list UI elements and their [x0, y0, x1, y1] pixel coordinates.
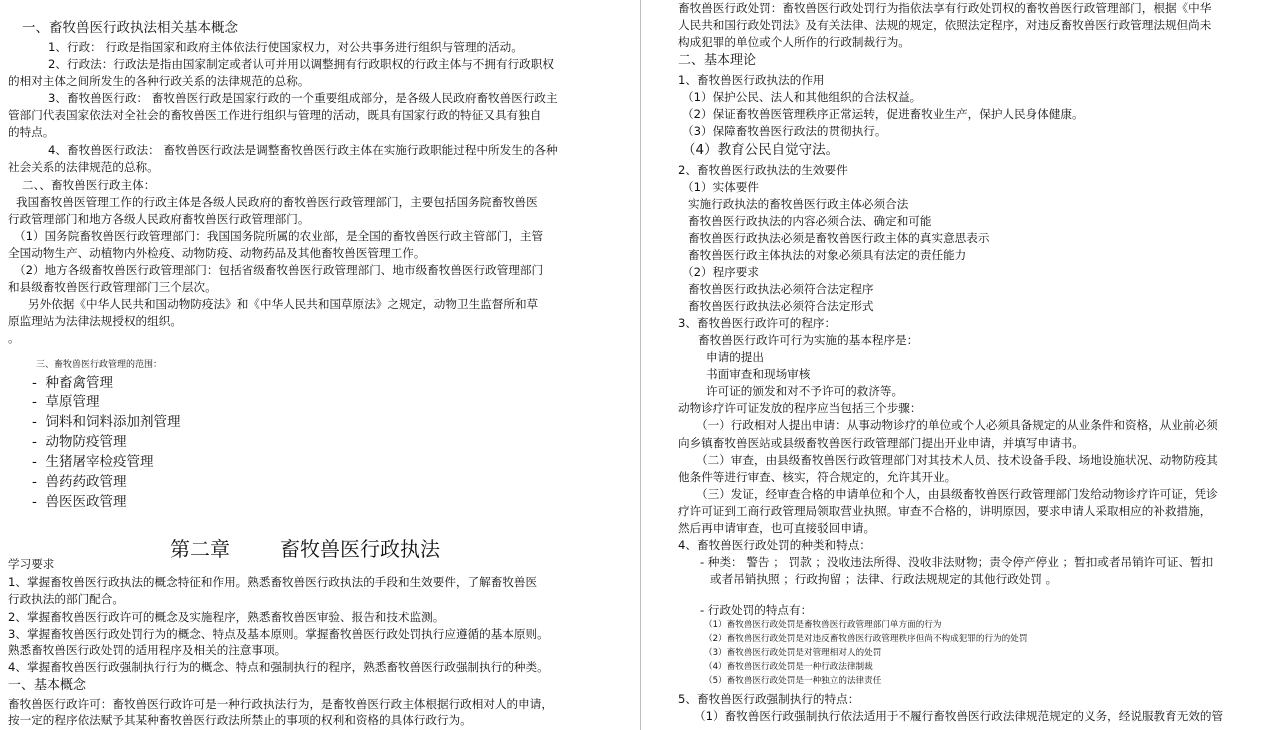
- paragraph-line: （5）畜牧兽医行政处罚是一种独立的法律责任: [704, 676, 882, 686]
- paragraph-line: （一）行政相对人提出申请：从事动物诊疗的单位或个人必须具备规定的从业条件和资格，从业前必须: [696, 418, 1218, 432]
- paragraph-line: （三）发证，经审查合格的申请单位和个人，由县级畜牧兽医行政管理部门发给动物诊疗许可证，凭诊: [696, 487, 1218, 501]
- paragraph-line: 向乡镇畜牧兽医站或县级畜牧兽医行政管理部门提出开业申请，并填写申请书。: [678, 436, 1084, 450]
- paragraph-line: 4、畜牧兽医行政法： 畜牧兽医行政法是调整畜牧兽医行政主体在实施行政职能过程中所发生的各种: [48, 143, 558, 157]
- paragraph-line: （1）实体要件: [682, 180, 759, 194]
- paragraph-line: 书面审查和现场审核: [706, 367, 811, 381]
- paragraph-line: 构成犯罪的单位或个人所作的行政制裁行为。: [678, 35, 910, 49]
- paragraph-line: 管部门代表国家依法对全社会的畜牧兽医工作进行组织与管理的活动，既具有国家行政的特征又具有独自: [8, 108, 542, 122]
- paragraph-line: 4、掌握畜牧兽医行政强制执行行为的概念、特点和强制执行的程序，熟悉畜牧兽医行政强制执行的种类。: [8, 660, 549, 674]
- paragraph-line: 或者吊销执照 ；行政拘留 ；法律、行政法规规定的其他行政处罚 。: [710, 572, 1058, 586]
- paragraph-line: - 行政处罚的特点有：: [700, 603, 813, 617]
- paragraph-line: 的相对主体之间所发生的各种行政关系的法律规范的总称。: [8, 74, 310, 88]
- paragraph-line: 和县级畜牧兽医行政管理部门三个层次。: [8, 280, 217, 294]
- paragraph-line: （1）畜牧兽医行政处罚是畜牧兽医行政管理部门单方面的行为: [704, 620, 942, 630]
- paragraph-line: （2）地方各级畜牧兽医行政管理部门：包括省级畜牧兽医行政管理部门、地市级畜牧兽医行政管理部门: [14, 263, 544, 277]
- paragraph-line: 2、掌握畜牧兽医行政许可的概念及实施程序，熟悉畜牧兽医审验、报告和技术监测。: [8, 610, 445, 624]
- paragraph-line: 畜牧兽医行政主体执法的对象必须具有法定的责任能力: [688, 248, 967, 262]
- paragraph-line: 申请的提出: [706, 350, 764, 364]
- chapter-name: 畜牧兽医行政执法: [280, 537, 440, 561]
- paragraph-line: 3、畜牧兽医行政许可的程序：: [678, 316, 837, 330]
- section-heading: 二、基本理论: [678, 53, 757, 68]
- paragraph-line: 原监理站为法律法规授权的组织。: [8, 314, 182, 328]
- paragraph-line: 5、畜牧兽医行政强制执行的特点：: [678, 692, 860, 706]
- paragraph-line: （二）审查，由县级畜牧兽医行政管理部门对其技术人员、技术设备手段、场地设施状况、动物防疫其: [696, 453, 1218, 467]
- paragraph-line: 全国动物生产、动植物内外检疫、动物防疫、动物药品及其他畜牧兽医管理工作。: [8, 246, 426, 260]
- paragraph-line: 1、掌握畜牧兽医行政执法的概念特征和作用。熟悉畜牧兽医行政执法的手段和生效要件，了解畜牧兽医: [8, 575, 538, 589]
- paragraph-line: 2、畜牧兽医行政执法的生效要件: [678, 163, 848, 177]
- paragraph-line: 社会关系的法律规范的总称。: [8, 160, 159, 174]
- scope-list-item: - 动物防疫管理: [32, 434, 127, 450]
- paragraph-line: 1、畜牧兽医行政执法的作用: [678, 73, 825, 87]
- section-heading: 一、基本概念: [8, 678, 87, 693]
- paragraph-line: 畜牧兽医行政执法必须是畜牧兽医行政主体的真实意思表示: [688, 231, 990, 245]
- paragraph-line: 的特点。: [8, 125, 55, 139]
- paragraph-line: 实施行政执法的畜牧兽医行政主体必须合法: [688, 197, 909, 211]
- paragraph-line: 4、畜牧兽医行政处罚的种类和特点：: [678, 538, 871, 552]
- paragraph-line: 畜牧兽医行政处罚：畜牧兽医行政处罚行为指依法享有行政处罚权的畜牧兽医行政管理部门，根据《中华: [678, 1, 1212, 15]
- paragraph-line: （1）国务院畜牧兽医行政管理部门：我国国务院所属的农业部，是全国的畜牧兽医行政主管部门，主管: [14, 229, 544, 243]
- paragraph-line: 2、行政法：行政法是指由国家制定或者认可并用以调整拥有行政职权的行政主体与不拥有行政职权: [48, 57, 554, 71]
- paragraph-line: 然后再申请审查，也可直接驳回申请。: [678, 521, 876, 535]
- scope-list-item: - 种畜禽管理: [32, 375, 113, 391]
- section-heading: 一、畜牧兽医行政执法相关基本概念: [22, 20, 238, 36]
- paragraph-line: 3、畜牧兽医行政： 畜牧兽医行政是国家行政的一个重要组成部分，是各级人民政府畜牧兽医行政主: [48, 91, 558, 105]
- scope-list-item: - 饲料和饲料添加剂管理: [32, 414, 181, 430]
- paragraph-line: 行政执法的部门配合。: [8, 592, 124, 606]
- paragraph-line: 他条件等进行审查、核实，符合规定的，允许其开业。: [678, 470, 957, 484]
- paragraph-line: 畜牧兽医行政许可：畜牧兽医行政许可是一种行政执法行为，是畜牧兽医行政主体根据行政相对人的申请，: [8, 697, 553, 711]
- paragraph-line: 熟悉畜牧兽医行政处罚的适用程序及相关的注意事项。: [8, 643, 287, 657]
- scope-list-item: - 兽药药政管理: [32, 474, 127, 490]
- paragraph-line: 动物诊疗许可证发放的程序应当包括三个步骤：: [678, 401, 922, 415]
- paragraph-line: 人民共和国行政处罚法》及有关法律、法规的规定，依照法定程序，对违反畜牧兽医行政管理法规但尚未: [678, 18, 1212, 32]
- chapter-title: [170, 533, 440, 562]
- paragraph-line: 畜牧兽医行政执法的内容必须合法、确定和可能: [688, 214, 932, 228]
- section-heading: 二、、畜牧兽医行政主体：: [22, 178, 156, 192]
- section-heading: 学习要求: [8, 557, 55, 571]
- paragraph-line: （2）程序要求: [682, 265, 759, 279]
- paragraph-line: 疗许可证到工商行政管理局领取营业执照。审查不合格的，讲明原因，要求申请人采取相应的补救措施，: [678, 504, 1212, 518]
- paragraph-line: 我国畜牧兽医管理工作的行政主体是各级人民政府的畜牧兽医行政管理部门，主要包括国务院畜牧兽医: [16, 195, 538, 209]
- paragraph-line: （2）畜牧兽医行政处罚是对违反畜牧兽医行政管理秩序但尚不构成犯罪的行为的处罚: [704, 634, 1028, 644]
- paragraph-line: （4）畜牧兽医行政处罚是一种行政法律制裁: [704, 662, 873, 672]
- paragraph-line: 1、行政： 行政是指国家和政府主体依法行使国家权力，对公共事务进行组织与管理的活动。: [48, 40, 523, 54]
- paragraph-line: 许可证的颁发和对不予许可的救济等。: [706, 384, 904, 398]
- paragraph-line: 按一定的程序依法赋予其某种畜牧兽医行政法所禁止的事项的权利和资格的具体行政行为。: [8, 713, 472, 727]
- paragraph-line: 另外依据《中华人民共和国动物防疫法》和《中华人民共和国草原法》之规定，动物卫生监督所和草: [28, 297, 539, 311]
- paragraph-line: （3）畜牧兽医行政处罚是对管理相对人的处罚: [704, 648, 882, 658]
- paragraph-line: （3）保障畜牧兽医行政法的贯彻执行。: [682, 124, 887, 138]
- scope-list-item: - 草原管理: [32, 394, 100, 410]
- paragraph-line: 畜牧兽医行政执法必须符合法定程序: [688, 282, 874, 296]
- paragraph-line: 畜牧兽医行政执法必须符合法定形式: [688, 299, 874, 313]
- paragraph-line: 。: [8, 331, 20, 345]
- scope-list-item: - 生猪屠宰检疫管理: [32, 454, 154, 470]
- paragraph-line: （4）教育公民自觉守法。: [682, 142, 840, 158]
- scope-list-item: - 兽医医政管理: [32, 494, 127, 510]
- chapter-number: 第二章: [170, 537, 230, 561]
- paragraph-line: 畜牧兽医行政许可行为实施的基本程序是：: [698, 333, 919, 347]
- paragraph-line: - 种类： 警告 ； 罚款 ；没收违法所得、没收非法财物；责令停产停业 ；暂扣或者吊销许可证、暂扣: [700, 555, 1214, 569]
- paragraph-line: （2）保证畜牧兽医管理秩序正常运转，促进畜牧业生产，保护人民身体健康。: [682, 107, 1084, 121]
- paragraph-line: 行政管理部门和地方各级人民政府畜牧兽医行政管理部门。: [8, 212, 310, 226]
- paragraph-line: （1）畜牧兽医行政强制执行依法适用于不履行畜牧兽医行政法律规范规定的义务，经说服教育无效的管: [694, 709, 1224, 723]
- section-heading: 三、畜牧兽医行政管理的范围：: [36, 360, 163, 370]
- paragraph-line: （1）保护公民、法人和其他组织的合法权益。: [682, 90, 922, 104]
- right-page: [641, 0, 1273, 730]
- paragraph-line: 3、掌握畜牧兽医行政处罚行为的概念、特点及基本原则。掌握畜牧兽医行政处罚执行应遵循的基本原则。: [8, 627, 549, 641]
